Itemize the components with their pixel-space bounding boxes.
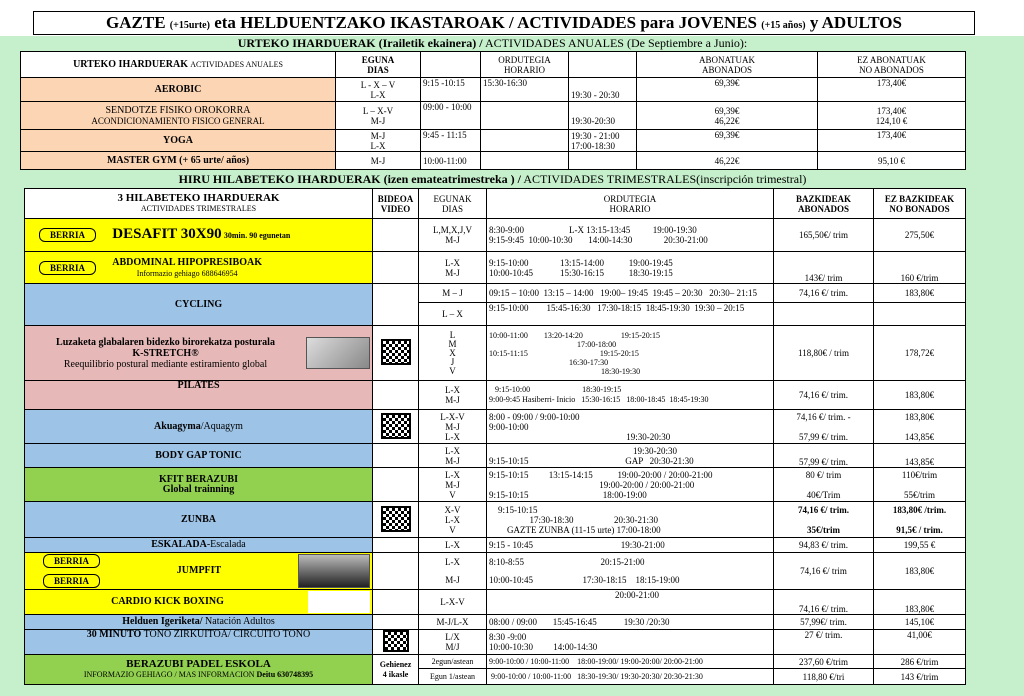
activity-name: BERRIA BERRIA JUMPFIT	[25, 553, 373, 590]
new-badge: BERRIA	[39, 261, 96, 275]
price-members: 74,16 €/ trim.	[774, 381, 874, 410]
price-non-members: 143 €/trim	[874, 669, 966, 685]
table-row	[21, 78, 966, 102]
table-row	[25, 630, 966, 655]
days: L M X J V	[419, 326, 487, 381]
quarterly-table	[24, 188, 966, 685]
qr-code-icon[interactable]	[381, 413, 411, 439]
schedule	[481, 102, 569, 130]
price-non-members: 178,72€	[874, 326, 966, 381]
days: L-X M-J	[419, 252, 487, 284]
activity-name: SENDOTZE FISIKO OROKORRA ACONDICIONAMIENTO FISICO GENERAL	[21, 102, 336, 130]
schedule: 9:15-10:15 17:30-18:30 20:30-21:30 GAZTE ZUNBA (11-15 urte) 17:00-18:00	[487, 502, 774, 538]
schedule: 9:15-10:00 15:45-16:30 17:30-18:15 18:45-19:30 19:30 – 20:15	[487, 303, 774, 326]
price-non-members: 183,80€ /trim. 91,5€ / trim.	[874, 502, 966, 538]
schedule: 08:00 / 09:00 15:45-16:45 19:30 /20:30	[487, 615, 774, 630]
price-members: 69,39€	[637, 130, 818, 152]
days: 2egun/astean	[419, 655, 487, 669]
days: M-J	[336, 152, 421, 170]
price-non-members: 199,55 €	[874, 538, 966, 553]
quarterly-heading: HIRU HILABETEKO IHARDUERAK (izen emateatrimestreka ) / ACTIVIDADES TRIMESTRALES(inscripción trimestral)	[178, 172, 807, 186]
price-members: 74,16 €/ trim.	[774, 590, 874, 615]
schedule: 20:00-21:00	[487, 590, 774, 615]
days: M-J/L-X	[419, 615, 487, 630]
schedule: 15:30-16:30	[481, 78, 569, 102]
price-non-members: 110€/trim 55€/trim	[874, 468, 966, 502]
days: L – X-V M-J	[336, 102, 421, 130]
table-row	[25, 553, 966, 590]
days: X-V L-X V	[419, 502, 487, 538]
price-members: 27 €/ trim.	[774, 630, 874, 655]
schedule: 19:30-20:30 9:15-10:15 GAP 20:30-21:30	[487, 444, 774, 468]
price-non-members: 173,40€ 124,10 €	[818, 102, 966, 130]
price-members: 74,16 €/ trim. 35€/trim	[774, 502, 874, 538]
activity-name: BERAZUBI PADEL ESKOLA INFORMAZIO GEHIAGO / MAS INFORMACION Deitu 630748395	[25, 655, 373, 685]
quarterly-header-schedule: ORDUTEGIA HORARIO	[487, 189, 774, 219]
activity-name: BODY GAP TONIC	[25, 444, 373, 468]
annual-header-non-members: EZ ABONATUAK NO ABONADOS	[818, 52, 966, 78]
price-members: 57,99€/ trim.	[774, 615, 874, 630]
new-badge: BERRIA	[43, 554, 100, 568]
schedule: 10:00-11:00	[421, 152, 481, 170]
activity-name: ZUNBA	[25, 502, 373, 538]
annual-header-row	[21, 52, 966, 78]
table-row	[25, 468, 966, 502]
price-non-members: 286 €/trim	[874, 655, 966, 669]
price-members: 165,50€/ trim	[774, 219, 874, 252]
annual-header-activity: URTEKO IHARDUERAK ACTIVIDADES ANUALES	[21, 52, 336, 78]
days: L-X-V M-J L-X	[419, 410, 487, 444]
price-members: 74,16 €/ trim. - 57,99 €/ trim.	[774, 410, 874, 444]
days: Egun 1/astean	[419, 669, 487, 685]
page-title: GAZTE (+15urte) eta HELDUENTZAKO IKASTAROAK / ACTIVIDADES para JOVENES (+15 años) y ADULTOS	[33, 11, 975, 35]
price-members: 46,22€	[637, 152, 818, 170]
price-members: 143€/ trim	[774, 252, 874, 284]
days: M-J L-X	[336, 130, 421, 152]
price-members: 118,80€ / trim	[774, 326, 874, 381]
activity-name: MASTER GYM (+ 65 urte/ años)	[21, 152, 336, 170]
schedule: 9:15 -10:15	[421, 78, 481, 102]
days: L-X M-J	[419, 444, 487, 468]
schedule: 8:10-8:55 20:15-21:00 10:00-10:45 17:30-18:15 18:15-19:00	[487, 553, 774, 590]
activity-name: Akuagyma/Aquagym	[25, 410, 373, 444]
quarterly-header-row	[25, 189, 966, 219]
quarterly-header-activity: 3 HILABETEKO IHARDUERAK ACTIVIDADES TRIMESTRALES	[25, 189, 373, 219]
max-students-note: Gehienez 4 ikasle	[373, 655, 419, 685]
price-non-members: 145,10€	[874, 615, 966, 630]
days: L-X	[419, 538, 487, 553]
price-members: 118,80 €/tri	[774, 669, 874, 685]
price-non-members: 183,80€ 143,85€	[874, 410, 966, 444]
activity-name: CYCLING	[25, 284, 373, 326]
activity-name: KFIT BERAZUBI Global trainning	[25, 468, 373, 502]
price-members: 57,99 €/ trim.	[774, 444, 874, 468]
table-row	[25, 326, 966, 381]
new-badge: BERRIA	[43, 574, 100, 588]
days: L-X M-J	[419, 553, 487, 590]
days: L-X M-J	[419, 381, 487, 410]
kickboxing-logo	[308, 591, 370, 613]
days: M – J	[419, 284, 487, 303]
activity-name: PILATES	[25, 381, 373, 410]
activity-name: YOGA	[21, 130, 336, 152]
schedule: 10:00-11:00 13:20-14:20 19:15-20:15 17:00-18:00 10:15-11:15 19:15-20:15 16:30-17:30 18:30-19:30	[487, 326, 774, 381]
activity-name: CARDIO KICK BOXING	[25, 590, 373, 615]
table-row	[25, 538, 966, 553]
schedule: 8:30-9:00 L-X 13:15-13:45 19:00-19:30 9:15-9:45 10:00-10:30 14:00-14:30 20:30-21:00	[487, 219, 774, 252]
table-row	[25, 219, 966, 252]
activity-name: 30 MINUTO TONO ZIRKUITOA/ CIRCUITO TONO	[25, 630, 373, 655]
annual-header-schedule: ORDUTEGIA HORARIO	[481, 52, 569, 78]
table-row	[25, 590, 966, 615]
k-stretch-photo	[306, 337, 370, 369]
schedule: 9:15-10:15 13:15-14:15 19:00-20:00 / 20:00-21:00 19:00-20:00 / 20:00-21:00 9:15-10:15 18:00-19:00	[487, 468, 774, 502]
annual-header-members: ABONATUAK ABONADOS	[637, 52, 818, 78]
annual-table	[20, 51, 966, 170]
trampoline-photo	[298, 554, 370, 588]
schedule: 9:45 - 11:15	[421, 130, 481, 152]
table-row	[25, 410, 966, 444]
price-members: 74,16 €/ trim.	[774, 284, 874, 303]
table-row	[25, 381, 966, 410]
days: L/X M/J	[419, 630, 487, 655]
quarterly-header-non-members: EZ BAZKIDEAK NO BONADOS	[874, 189, 966, 219]
schedule	[481, 152, 569, 170]
qr-code-icon[interactable]	[381, 339, 411, 365]
new-badge: BERRIA	[39, 228, 96, 242]
days: L – X	[419, 303, 487, 326]
schedule: 09:15 – 10:00 13:15 – 14:00 19:00– 19:45 19:45 – 20:30 20:30– 21:15	[487, 284, 774, 303]
schedule: 8:00 - 09:00 / 9:00-10:00 9:00-10:00 19:30-20:30	[487, 410, 774, 444]
schedule: 19:30-20:30	[569, 102, 637, 130]
table-row	[25, 615, 966, 630]
schedule: 19:30 - 20:30	[569, 78, 637, 102]
schedule: 9:00-10:00 / 10:00-11:00 18:30-19:30/ 19:30-20:30/ 20:30-21:30	[487, 669, 774, 685]
annual-header-days: EGUNA DIAS	[336, 52, 421, 78]
table-row	[21, 130, 966, 152]
price-members: 80 €/ trim 40€/Trim	[774, 468, 874, 502]
days: L-X-V	[419, 590, 487, 615]
price-non-members: 95,10 €	[818, 152, 966, 170]
table-row	[25, 655, 966, 669]
price-non-members: 183,80€	[874, 553, 966, 590]
table-row	[25, 252, 966, 284]
table-row	[25, 284, 966, 303]
price-non-members: 183,80€	[874, 381, 966, 410]
schedule: 19:30 - 21:00 17:00-18:30	[569, 130, 637, 152]
price-non-members: 41,00€	[874, 630, 966, 655]
schedule	[481, 130, 569, 152]
table-row	[25, 502, 966, 538]
activity-name: BERRIA ABDOMINAL HIPOPRESIBOAK Informazio gehiago 688646954	[25, 252, 373, 284]
qr-code-icon[interactable]	[383, 630, 409, 652]
price-non-members: 143,85€	[874, 444, 966, 468]
activity-name: Helduen Igeriketa/ Natación Adultos	[25, 615, 373, 630]
activity-name: ESKALADA-Escalada	[25, 538, 373, 553]
qr-code-icon[interactable]	[381, 506, 411, 532]
activity-name: BERRIA DESAFIT 30X90 30min. 90 egunetan	[25, 219, 373, 252]
price-members: 237,60 €/trim	[774, 655, 874, 669]
table-row	[25, 444, 966, 468]
days: L,M,X,J,V M-J	[419, 219, 487, 252]
price-members: 94,83 €/ trim.	[774, 538, 874, 553]
schedule: 9:15-10:00 13:15-14:00 19:00-19:45 10:00-10:45 15:30-16:15 18:30-19:15	[487, 252, 774, 284]
price-non-members: 160 €/trim	[874, 252, 966, 284]
table-row	[21, 152, 966, 170]
quarterly-header-members: BAZKIDEAK ABONADOS	[774, 189, 874, 219]
schedule: 9:00-10:00 / 10:00-11:00 18:00-19:00/ 19:00-20:00/ 20:00-21:00	[487, 655, 774, 669]
days: L-X M-J V	[419, 468, 487, 502]
price-non-members: 183,80€	[874, 284, 966, 303]
activity-name: AEROBIC	[21, 78, 336, 102]
price-non-members: 173,40€	[818, 130, 966, 152]
price-non-members: 275,50€	[874, 219, 966, 252]
price-members: 74,16 €/ trim	[774, 553, 874, 590]
price-members: 69,39€	[637, 78, 818, 102]
table-row	[21, 102, 966, 130]
days: L - X – V L-X	[336, 78, 421, 102]
activity-name: Luzaketa glabalaren bidezko birorekatza posturala K-STRETCH® Reequilibrio postural mediante estiramiento global	[25, 326, 373, 381]
schedule: 9:15 - 10:45 19:30-21:00	[487, 538, 774, 553]
price-non-members: 173,40€	[818, 78, 966, 102]
schedule: 09:00 - 10:00	[421, 102, 481, 130]
schedule: 9:15-10:00 18:30-19:15 9:00-9:45 Hasiberri- Inicio 15:30-16:15 18:00-18:45 18:45-19:30	[487, 381, 774, 410]
quarterly-header-video: BIDEOA VIDEO	[373, 189, 419, 219]
annual-heading: URTEKO IHARDUERAK (Irailetik ekainera) / ACTIVIDADES ANUALES (De Septiembre a Junio):	[237, 36, 748, 50]
schedule	[569, 152, 637, 170]
schedule: 8:30 -9:00 10:00-10:30 14:00-14:30	[487, 630, 774, 655]
quarterly-header-days: EGUNAK DIAS	[419, 189, 487, 219]
price-non-members: 183,80€	[874, 590, 966, 615]
price-members: 69,39€ 46,22€	[637, 102, 818, 130]
